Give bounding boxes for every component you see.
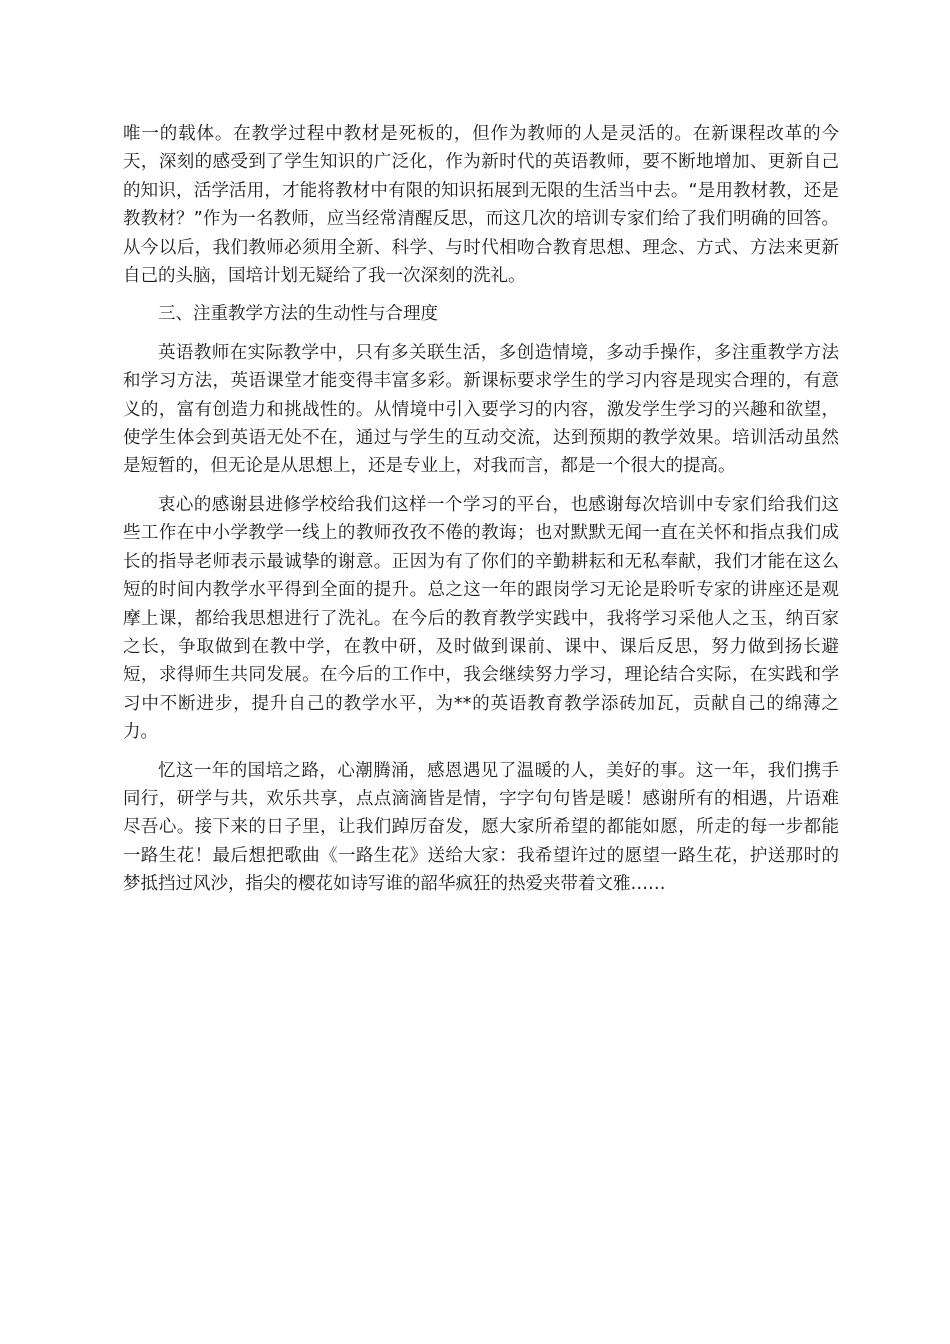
paragraph-acknowledgements: 衷心的感谢县进修学校给我们这样一个学习的平台，也感谢每次培训中专家们给我们这些工作在中小学教学一线上的教师孜孜不倦的教诲；也对默默无闻一直在关怀和指点我们成长的指导老师表示最诚挚的谢意。正因为有了你们的辛勤耕耘和无私奉献，我们才能在这么短的时间内教学水平得到全面的提升。总之这一年的跟岗学习无论是聆听专家的讲座还是观摩上课，都给我思想进行了洗礼。在今后的教育教学实践中，我将学习采他人之玉，纳百家之长，争取做到在教中学，在教中研，及时做到课前、课中、课后反思，努力做到扬长避短，求得师生共同发展。在今后的工作中，我会继续努力学习，理论结合实际，在实践和学习中不断进步，提升自己的教学水平，为**的英语教育教学添砖加瓦，贡献自己的绵薄之力。 (123, 494, 839, 743)
paragraph-closing: 忆这一年的国培之路，心潮腾涌，感恩遇见了温暖的人，美好的事。这一年，我们携手同行，研学与共，欢乐共享，点点滴滴皆是情，字字句句皆是暖！感谢所有的相遇，片语难尽吾心。接下来的日子里，让我们踔厉奋发，愿大家所希望的都能如愿，所走的每一步都能一路生花！最后想把歌曲《一路生花》送给大家：我希望许过的愿望一路生花，护送那时的梦抵挡过风沙，指尖的樱花如诗写谁的韶华疯狂的热爱夹带着文雅…… (123, 760, 839, 895)
document-body (123, 120, 839, 909)
section-heading: 三、注重教学方法的生动性与合理度 (158, 304, 438, 325)
paragraph-teaching-methods: 英语教师在实际教学中，只有多关联生活，多创造情境，多动手操作，多注重教学方法和学习方法，英语课堂才能变得丰富多彩。新课标要求学生的学习内容是现实合理的，有意义的，富有创造力和挑战性的。从情境中引入要学习的内容，激发学生学习的兴趣和欲望，使学生体会到英语无处不在，通过与学生的互动交流，达到预期的教学效果。培训活动虽然是短暂的，但无论是从思想上，还是专业上，对我而言，都是一个很大的提高。 (123, 342, 839, 477)
paragraph-continuation: 唯一的载体。在教学过程中教材是死板的，但作为教师的人是灵活的。在新课程改革的今天，深刻的感受到了学生知识的广泛化，作为新时代的英语教师，要不断地增加、更新自己的知识，活学活用，才能将教材中有限的知识拓展到无限的生活当中去。“是用教材教，还是教教材？”作为一名教师，应当经常清醒反思，而这几次的培训专家们给了我们明确的回答。从今以后，我们教师必须用全新、科学、与时代相吻合教育思想、理念、方式、方法来更新自己的头脑，国培计划无疑给了我一次深刻的洗礼。 (123, 124, 839, 287)
